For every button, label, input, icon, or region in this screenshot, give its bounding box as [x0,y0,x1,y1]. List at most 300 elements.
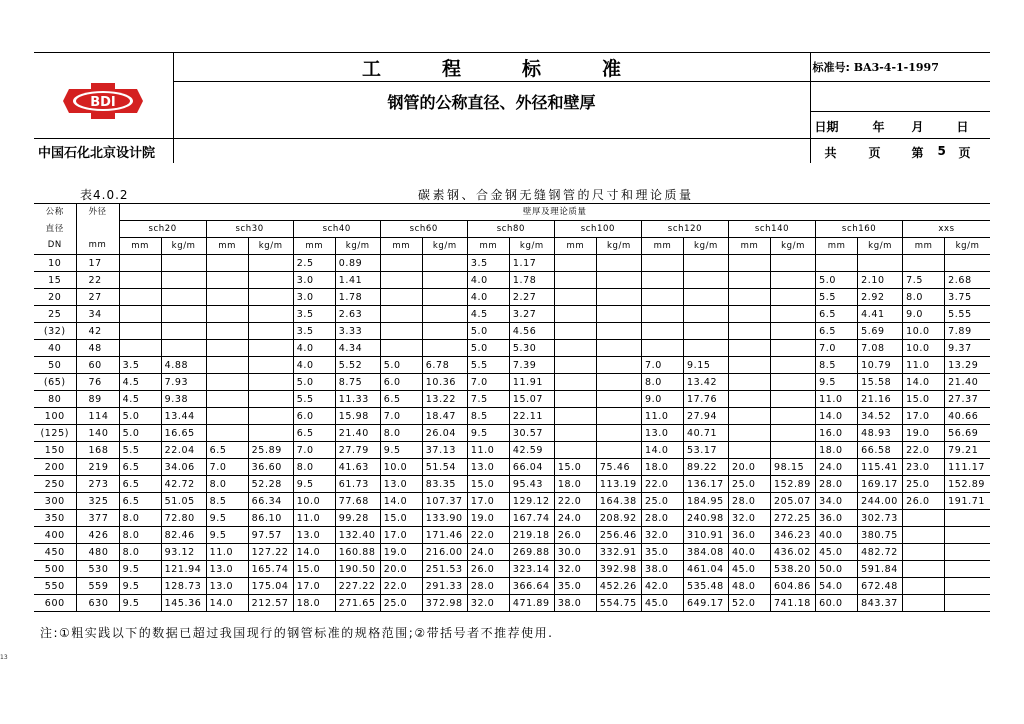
wall-cell [903,544,945,561]
table-code: 表4.0.2 [80,188,129,202]
mass-cell [771,374,816,391]
wall-cell [554,340,596,357]
od-cell: 273 [76,476,119,493]
mass-cell [683,306,728,323]
wall-cell: 3.0 [293,289,335,306]
mass-cell: 1.78 [509,272,554,289]
mass-cell: 0.89 [335,255,380,272]
od-cell: 42 [76,323,119,340]
mass-cell [161,289,206,306]
mass-cell: 5.55 [945,306,990,323]
mass-cell: 152.89 [945,476,990,493]
wall-cell: 40.0 [816,527,858,544]
mass-cell: 93.12 [161,544,206,561]
mass-cell [422,289,467,306]
mass-cell: 392.98 [596,561,641,578]
wall-cell [729,289,771,306]
wall-cell: 8.0 [119,527,161,544]
wall-cell [554,442,596,459]
mass-cell: 41.63 [335,459,380,476]
mass-cell [596,340,641,357]
od-cell: 630 [76,595,119,612]
table-row [34,476,990,493]
mass-cell [248,289,293,306]
wall-cell [554,374,596,391]
wall-cell: 3.5 [119,357,161,374]
wall-cell [554,425,596,442]
wall-cell: 13.0 [293,527,335,544]
mass-cell: 1.17 [509,255,554,272]
schedule-sch160: sch160 [816,221,903,238]
wall-cell [903,527,945,544]
mass-cell: 30.57 [509,425,554,442]
wall-cell: 4.5 [119,374,161,391]
wall-cell: 28.0 [467,578,509,595]
mass-cell: 77.68 [335,493,380,510]
wall-cell: 6.5 [293,425,335,442]
dn-cell: 500 [34,561,76,578]
mass-cell: 1.78 [335,289,380,306]
mass-cell: 332.91 [596,544,641,561]
mass-cell [248,391,293,408]
mass-cell: 3.27 [509,306,554,323]
mass-cell: 175.04 [248,578,293,595]
mass-cell: 672.48 [858,578,903,595]
mass-cell [596,289,641,306]
wall-cell: 6.5 [119,459,161,476]
dn-cell: 25 [34,306,76,323]
wall-cell: 22.0 [467,527,509,544]
mass-cell: 17.76 [683,391,728,408]
mass-cell: 461.04 [683,561,728,578]
mass-cell: 79.21 [945,442,990,459]
od-cell: 17 [76,255,119,272]
wall-cell: 23.0 [903,459,945,476]
wall-cell: 5.0 [119,408,161,425]
wall-cell: 6.5 [380,391,422,408]
mass-cell: 53.17 [683,442,728,459]
mass-cell: 554.75 [596,595,641,612]
mass-cell: 95.43 [509,476,554,493]
wall-cell [380,306,422,323]
od-cell: 140 [76,425,119,442]
mass-cell: 5.52 [335,357,380,374]
mass-cell: 11.91 [509,374,554,391]
mass-cell [945,561,990,578]
wall-cell: 35.0 [641,544,683,561]
wall-cell: 11.0 [206,544,248,561]
wall-cell: 28.0 [729,493,771,510]
unit-mm: mm [816,238,858,255]
wall-cell [380,323,422,340]
wall-cell [729,306,771,323]
mass-cell: 18.47 [422,408,467,425]
mass-cell: 48.93 [858,425,903,442]
wall-cell [729,272,771,289]
mass-cell: 167.74 [509,510,554,527]
table-row [34,527,990,544]
wall-cell [641,289,683,306]
wall-cell: 13.0 [206,561,248,578]
wall-cell: 25.0 [380,595,422,612]
mass-cell: 240.98 [683,510,728,527]
mass-cell [771,340,816,357]
unit-mm: mm [380,238,422,255]
table-row [34,255,990,272]
mass-cell [771,408,816,425]
blank-cell [173,139,810,163]
wall-cell: 35.0 [554,578,596,595]
mass-cell: 271.65 [335,595,380,612]
mass-cell: 75.46 [596,459,641,476]
table-row [34,408,990,425]
mass-cell: 380.75 [858,527,903,544]
wall-cell: 9.5 [206,527,248,544]
wall-cell: 2.5 [293,255,335,272]
header-cell: 外径 [76,204,119,221]
mass-cell: 4.88 [161,357,206,374]
mass-cell [422,272,467,289]
mass-cell: 244.00 [858,493,903,510]
wall-cell: 45.0 [729,561,771,578]
mass-cell: 40.71 [683,425,728,442]
mass-cell [683,289,728,306]
unit-mm: mm [119,238,161,255]
wall-cell: 4.0 [293,357,335,374]
wall-cell: 9.5 [293,476,335,493]
mass-cell: 9.37 [945,340,990,357]
bdi-logo [61,81,145,126]
wall-cell: 7.5 [467,391,509,408]
mass-cell: 7.08 [858,340,903,357]
dn-cell: 20 [34,289,76,306]
mass-cell: 436.02 [771,544,816,561]
wall-cell: 40.0 [729,544,771,561]
mass-cell [248,425,293,442]
wall-cell: 9.5 [119,578,161,595]
wall-cell: 7.0 [293,442,335,459]
table-row [34,340,990,357]
wall-cell [729,442,771,459]
wall-cell [554,289,596,306]
wall-cell: 32.0 [467,595,509,612]
mass-cell: 51.54 [422,459,467,476]
mass-cell: 86.10 [248,510,293,527]
wall-cell: 8.0 [641,374,683,391]
mass-cell [771,357,816,374]
mass-cell: 51.05 [161,493,206,510]
mass-cell: 4.34 [335,340,380,357]
mass-cell: 741.18 [771,595,816,612]
mass-cell: 97.57 [248,527,293,544]
od-cell: 60 [76,357,119,374]
unit-mm: mm [554,238,596,255]
table-row [34,306,990,323]
mass-cell: 66.04 [509,459,554,476]
wall-cell: 25.0 [641,493,683,510]
od-cell: 114 [76,408,119,425]
wall-cell: 26.0 [903,493,945,510]
mass-cell: 191.71 [945,493,990,510]
mass-cell: 127.22 [248,544,293,561]
wall-cell: 11.0 [816,391,858,408]
table-row [34,544,990,561]
mass-cell [596,425,641,442]
mass-cell: 66.58 [858,442,903,459]
wall-cell: 9.5 [206,510,248,527]
wall-cell: 8.0 [903,289,945,306]
od-cell: 168 [76,442,119,459]
wall-cell [119,272,161,289]
wall-cell: 11.0 [293,510,335,527]
mass-cell: 2.27 [509,289,554,306]
wall-cell: 8.5 [467,408,509,425]
mass-cell [596,306,641,323]
wall-cell [206,374,248,391]
wall-cell: 18.0 [641,459,683,476]
mass-cell: 482.72 [858,544,903,561]
wall-cell: 17.0 [467,493,509,510]
mass-cell: 129.12 [509,493,554,510]
wall-cell: 10.0 [380,459,422,476]
od-cell: 559 [76,578,119,595]
wall-cell: 4.5 [467,306,509,323]
mass-cell [596,357,641,374]
wall-cell: 9.0 [641,391,683,408]
document-subtitle: 钢管的公称直径、外径和壁厚 [173,82,810,139]
mass-cell: 21.16 [858,391,903,408]
mass-cell [422,255,467,272]
mass-cell [248,255,293,272]
mass-cell: 13.22 [422,391,467,408]
mass-cell: 7.93 [161,374,206,391]
mass-cell: 9.38 [161,391,206,408]
table-row [34,493,990,510]
wall-cell: 38.0 [554,595,596,612]
wall-cell [903,595,945,612]
wall-cell: 3.5 [293,323,335,340]
wall-cell: 8.0 [380,425,422,442]
wall-cell [729,340,771,357]
mass-cell: 10.36 [422,374,467,391]
wall-cell: 14.0 [380,493,422,510]
mass-cell: 310.91 [683,527,728,544]
mass-cell: 2.63 [335,306,380,323]
dn-cell: 40 [34,340,76,357]
mass-cell [161,306,206,323]
mass-cell: 61.73 [335,476,380,493]
wall-cell: 4.0 [467,289,509,306]
dn-cell: 600 [34,595,76,612]
od-cell: 377 [76,510,119,527]
page-marker: 13 [0,654,8,661]
wall-cell: 9.5 [467,425,509,442]
unit-kg: kg/m [509,238,554,255]
wall-cell: 45.0 [641,595,683,612]
mass-cell: 2.10 [858,272,903,289]
wall-cell [119,255,161,272]
mass-cell [248,306,293,323]
wall-cell: 60.0 [816,595,858,612]
wall-cell: 22.0 [380,578,422,595]
document-type-title: 工 程 标 准 [173,53,810,82]
wall-cell: 10.0 [903,340,945,357]
wall-cell: 13.0 [206,578,248,595]
wall-cell: 38.0 [641,561,683,578]
wall-cell [729,425,771,442]
mass-cell: 22.11 [509,408,554,425]
wall-cell: 24.0 [467,544,509,561]
mass-cell: 21.40 [335,425,380,442]
mass-cell [771,272,816,289]
unit-row [34,238,990,255]
mass-cell [945,527,990,544]
wall-cell: 9.0 [903,306,945,323]
mass-cell: 160.88 [335,544,380,561]
wall-cell: 28.0 [816,476,858,493]
date-row: 日期 年 月 日 [810,112,990,139]
mass-cell: 6.78 [422,357,467,374]
unit-kg: kg/m [945,238,990,255]
wall-cell: 45.0 [816,544,858,561]
wall-cell: 8.0 [206,476,248,493]
table-row [34,289,990,306]
mass-cell: 56.69 [945,425,990,442]
mass-cell: 7.89 [945,323,990,340]
wall-cell: 8.0 [119,544,161,561]
wall-cell: 7.5 [903,272,945,289]
unit-mm: mm [467,238,509,255]
table-row [34,391,990,408]
dn-cell: 350 [34,510,76,527]
header-cell: 壁厚及理论质量 [119,204,990,221]
wall-cell: 8.0 [293,459,335,476]
unit-kg: kg/m [771,238,816,255]
mass-cell: 145.36 [161,595,206,612]
wall-cell: 22.0 [641,476,683,493]
wall-cell: 36.0 [729,527,771,544]
od-cell: 76 [76,374,119,391]
wall-cell [554,357,596,374]
unit-kg: kg/m [596,238,641,255]
od-cell: 426 [76,527,119,544]
wall-cell [903,510,945,527]
table-row [34,272,990,289]
wall-cell: 32.0 [554,561,596,578]
mass-cell: 384.08 [683,544,728,561]
mass-cell: 3.33 [335,323,380,340]
mass-cell: 7.39 [509,357,554,374]
dn-cell: 250 [34,476,76,493]
wall-cell [641,323,683,340]
mass-cell [596,391,641,408]
wall-cell: 15.0 [293,561,335,578]
wall-cell: 8.0 [119,510,161,527]
wall-cell: 15.0 [903,391,945,408]
unit-kg: kg/m [335,238,380,255]
wall-cell [729,255,771,272]
dn-cell: 150 [34,442,76,459]
mass-cell [683,272,728,289]
mass-cell [771,442,816,459]
blank-cell [810,82,990,112]
wall-cell: 18.0 [816,442,858,459]
mass-cell: 136.17 [683,476,728,493]
wall-cell: 52.0 [729,595,771,612]
wall-cell: 30.0 [554,544,596,561]
mass-cell: 27.79 [335,442,380,459]
wall-cell: 10.0 [293,493,335,510]
wall-cell [729,408,771,425]
mass-cell: 4.41 [858,306,903,323]
wall-cell: 19.0 [380,544,422,561]
wall-cell: 20.0 [380,561,422,578]
wall-cell [554,306,596,323]
mass-cell: 251.53 [422,561,467,578]
wall-cell: 7.0 [467,374,509,391]
wall-cell: 26.0 [467,561,509,578]
wall-cell [380,272,422,289]
wall-cell: 6.5 [119,476,161,493]
mass-cell: 66.34 [248,493,293,510]
wall-cell: 4.0 [293,340,335,357]
schedule-sch40: sch40 [293,221,380,238]
wall-cell [206,391,248,408]
table-row [34,357,990,374]
mass-cell [945,595,990,612]
mass-cell: 13.29 [945,357,990,374]
mass-cell: 107.37 [422,493,467,510]
mass-cell [596,442,641,459]
unit-kg: kg/m [161,238,206,255]
wall-cell: 7.0 [816,340,858,357]
wall-cell [380,255,422,272]
mass-cell [596,408,641,425]
mass-cell: 272.25 [771,510,816,527]
wall-cell [641,255,683,272]
wall-cell: 8.5 [816,357,858,374]
mass-cell [248,323,293,340]
dn-cell: 200 [34,459,76,476]
mass-cell: 34.52 [858,408,903,425]
mass-cell: 2.92 [858,289,903,306]
wall-cell [641,306,683,323]
mass-cell: 604.86 [771,578,816,595]
mass-cell [683,323,728,340]
mass-cell: 115.41 [858,459,903,476]
wall-cell [206,289,248,306]
schedule-xxs: xxs [903,221,990,238]
unit-mm: mm [206,238,248,255]
schedule-sch30: sch30 [206,221,293,238]
wall-cell [641,272,683,289]
mass-cell: 538.20 [771,561,816,578]
mass-cell: 164.38 [596,493,641,510]
wall-cell: 22.0 [554,493,596,510]
dn-cell: 100 [34,408,76,425]
mass-cell: 346.23 [771,527,816,544]
wall-cell: 32.0 [729,510,771,527]
table-row [34,459,990,476]
unit-mm: mm [903,238,945,255]
od-cell: 480 [76,544,119,561]
mass-cell [161,272,206,289]
mass-cell: 132.40 [335,527,380,544]
mass-cell: 113.19 [596,476,641,493]
wall-cell [816,255,858,272]
mass-cell: 13.44 [161,408,206,425]
wall-cell: 22.0 [903,442,945,459]
